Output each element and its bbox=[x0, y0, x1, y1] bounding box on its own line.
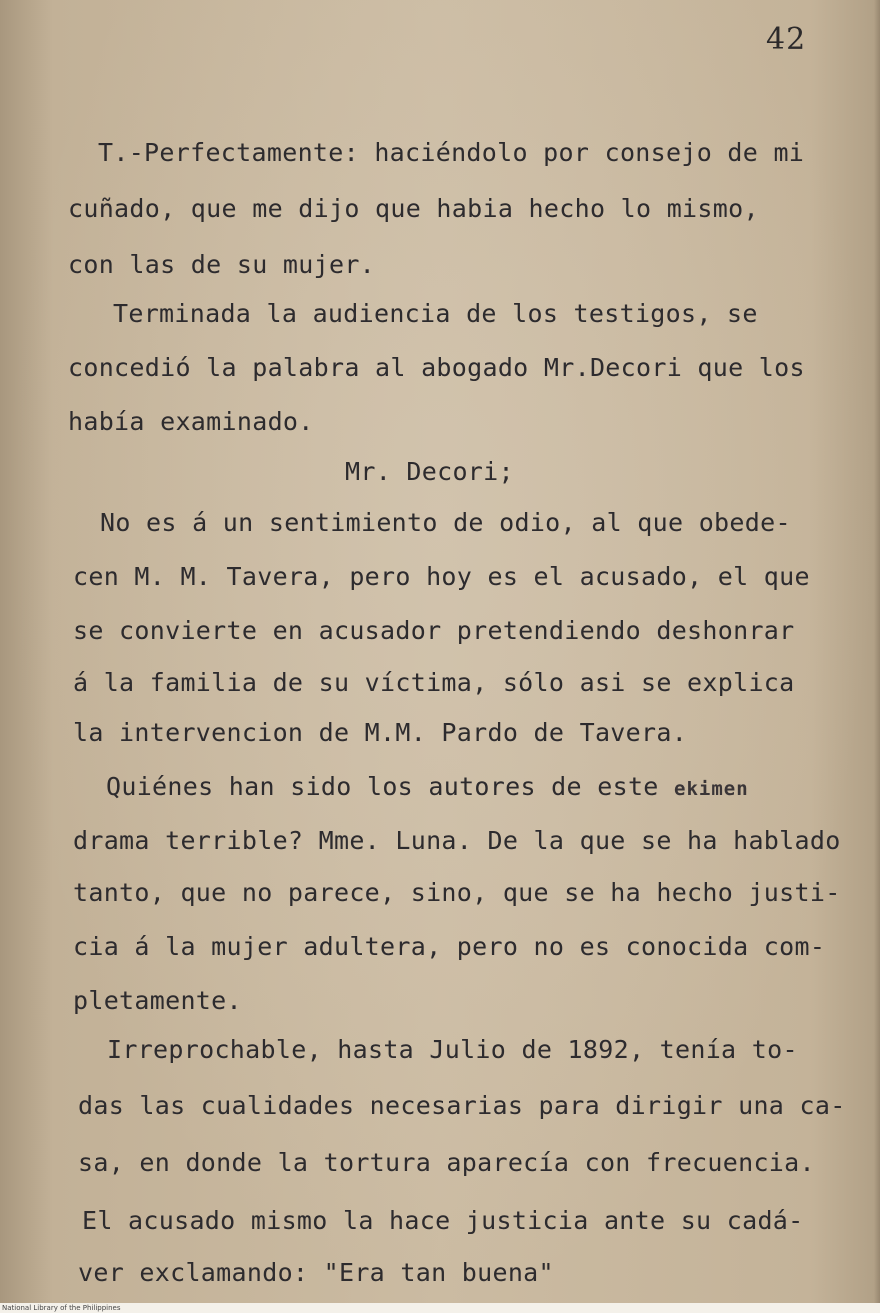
text-line-12-main: Quiénes han sido los autores de este bbox=[106, 772, 659, 801]
speaker-heading: Mr. Decori; bbox=[345, 457, 514, 486]
text-line-2: cuñado, que me dijo que habia hecho lo mismo, bbox=[68, 194, 759, 223]
text-line-21: ver exclamando: "Era tan buena" bbox=[78, 1258, 554, 1287]
text-line-4: Terminada la audiencia de los testigos, se bbox=[113, 299, 758, 328]
struck-out-word: ekimen bbox=[674, 778, 749, 800]
text-line-6: había examinado. bbox=[68, 407, 314, 436]
text-line-1: T.-Perfectamente: haciéndolo por consejo de mi bbox=[98, 138, 805, 167]
text-line-7: No es á un sentimiento de odio, al que obede- bbox=[100, 508, 791, 537]
page-number: 42 bbox=[766, 22, 807, 57]
text-line-15: cia á la mujer adultera, pero no es conocida com- bbox=[73, 932, 826, 961]
text-line-20: El acusado mismo la hace justicia ante su cadá- bbox=[82, 1206, 804, 1235]
library-credit: National Library of the Philippines bbox=[0, 1303, 880, 1313]
page-edge-shadow bbox=[874, 0, 880, 1303]
text-line-13: drama terrible? Mme. Luna. De la que se ha hablado bbox=[73, 826, 841, 855]
text-line-3: con las de su mujer. bbox=[68, 250, 376, 279]
text-line-9: se convierte en acusador pretendiendo deshonrar bbox=[73, 616, 795, 645]
text-line-8: cen M. M. Tavera, pero hoy es el acusado, el que bbox=[73, 562, 810, 591]
text-line-14: tanto, que no parece, sino, que se ha hecho justi- bbox=[73, 878, 841, 907]
text-line-17: Irreprochable, hasta Julio de 1892, tenía to- bbox=[107, 1035, 798, 1064]
text-line-5: concedió la palabra al abogado Mr.Decori que los bbox=[68, 353, 805, 382]
text-line-11: la intervencion de M.M. Pardo de Tavera. bbox=[73, 718, 688, 747]
text-line-19: sa, en donde la tortura aparecía con frecuencia. bbox=[78, 1148, 815, 1177]
text-line-12 bbox=[106, 772, 749, 804]
text-line-18: das las cualidades necesarias para dirigir una ca- bbox=[78, 1091, 846, 1120]
text-line-10: á la familia de su víctima, sólo asi se explica bbox=[73, 668, 795, 697]
text-line-16: pletamente. bbox=[73, 986, 242, 1015]
